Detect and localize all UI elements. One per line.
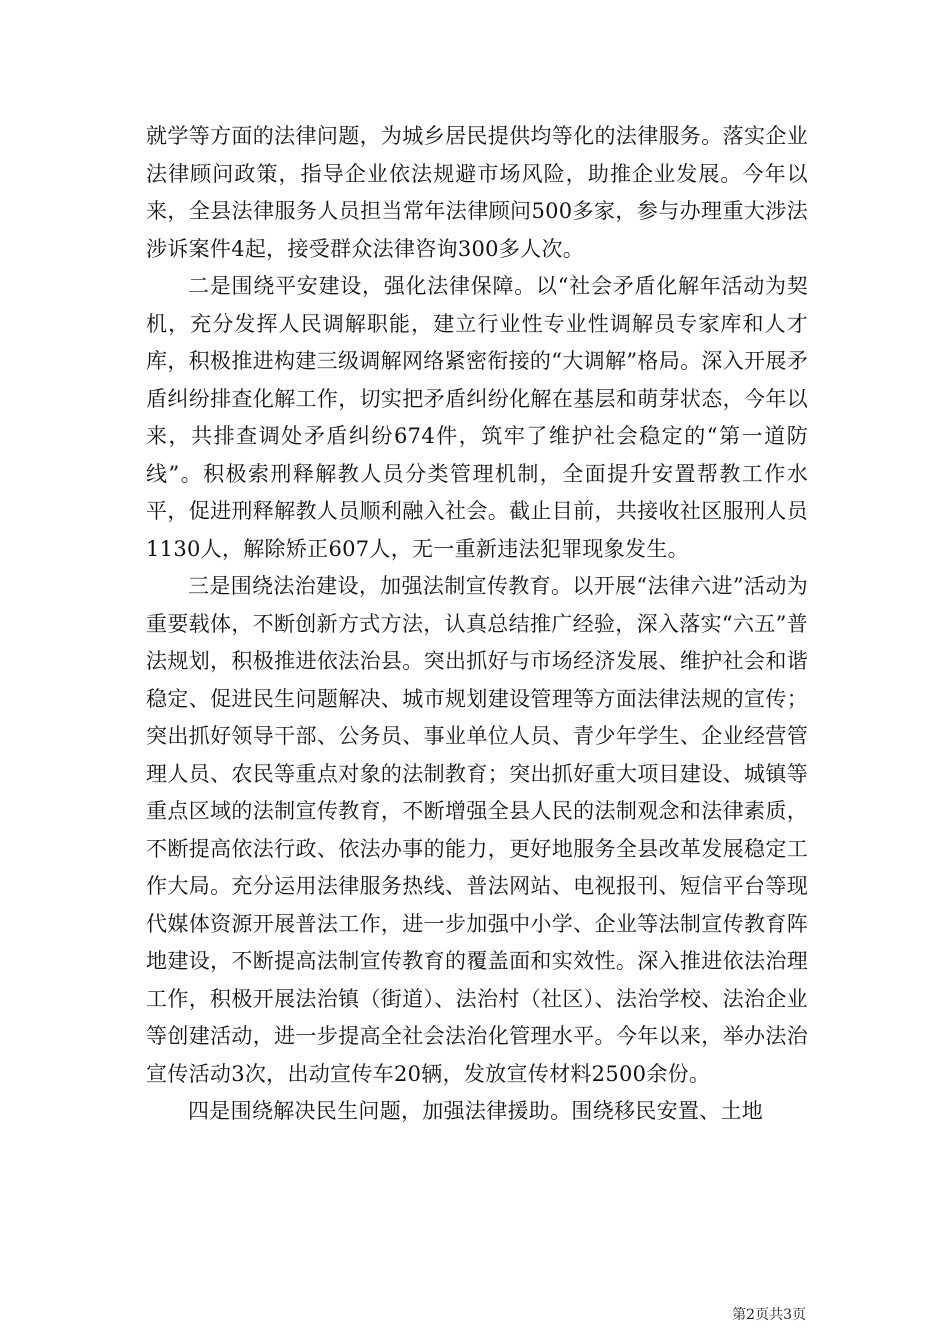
document-body	[146, 118, 808, 1131]
page-number: 第2页共3页	[732, 1307, 806, 1323]
paragraph-continued: 就学等方面的法律问题，为城乡居民提供均等化的法律服务。落实企业法律顾问政策，指导企业依法规避市场风险，助推企业发展。今年以来，全县法律服务人员担当常年法律顾问500多家，参与办理重大涉法涉诉案件4起，接受群众法律咨询300多人次。	[146, 124, 808, 261]
paragraph-safety-construction: 二是围绕平安建设，强化法律保障。以“社会矛盾化解年活动为契机，充分发挥人民调解职能，建立行业性专业性调解员专家库和人才库，积极推进构建三级调解网络紧密衔接的“大调解”格局。深入开展矛盾纠纷排查化解工作，切实把矛盾纠纷化解在基层和萌芽状态，今年以来，共排查调处矛盾纠纷674件，筑牢了维护社会稳定的“第一道防线”。积极索刑释解教人员分类管理机制，全面提升安置帮教工作水平，促进刑释解教人员顺利融入社会。截止目前，共接收社区服刑人员1130人，解除矫正607人，无一重新违法犯罪现象发生。	[146, 274, 808, 561]
paragraph-legal-aid: 四是围绕解决民生问题，加强法律援助。围绕移民安置、土地	[188, 1099, 764, 1123]
paragraph-rule-of-law: 三是围绕法治建设，加强法制宣传教育。以开展“法律六进”活动为重要载体，不断创新方式方法，认真总结推广经验，深入落实“六五”普法规划，积极推进依法治县。突出抓好与市场经济发展、维护社会和谐稳定、促进民生问题解决、城市规划建设管理等方面法律法规的宣传；突出抓好领导干部、公务员、事业单位人员、青少年学生、企业经营管理人员、农民等重点对象的法制教育；突出抓好重大项目建设、城镇等重点区域的法制宣传教育，不断增强全县人民的法制观念和法律素质，不断提高依法行政、依法办事的能力，更好地服务全县改革发展稳定工作大局。充分运用法律服务热线、普法网站、电视报刊、短信平台等现代媒体资源开展普法工作，进一步加强中小学、企业等法制宣传教育阵地建设，不断提高法制宣传教育的覆盖面和实效性。深入推进依法治理工作，积极开展法治镇（街道）、法治村（社区）、法治学校、法治企业等创建活动，进一步提高全社会法治化管理水平。今年以来，举办法治宣传活动3次，出动宣传车20辆，发放宣传材料2500余份。	[146, 574, 808, 1086]
